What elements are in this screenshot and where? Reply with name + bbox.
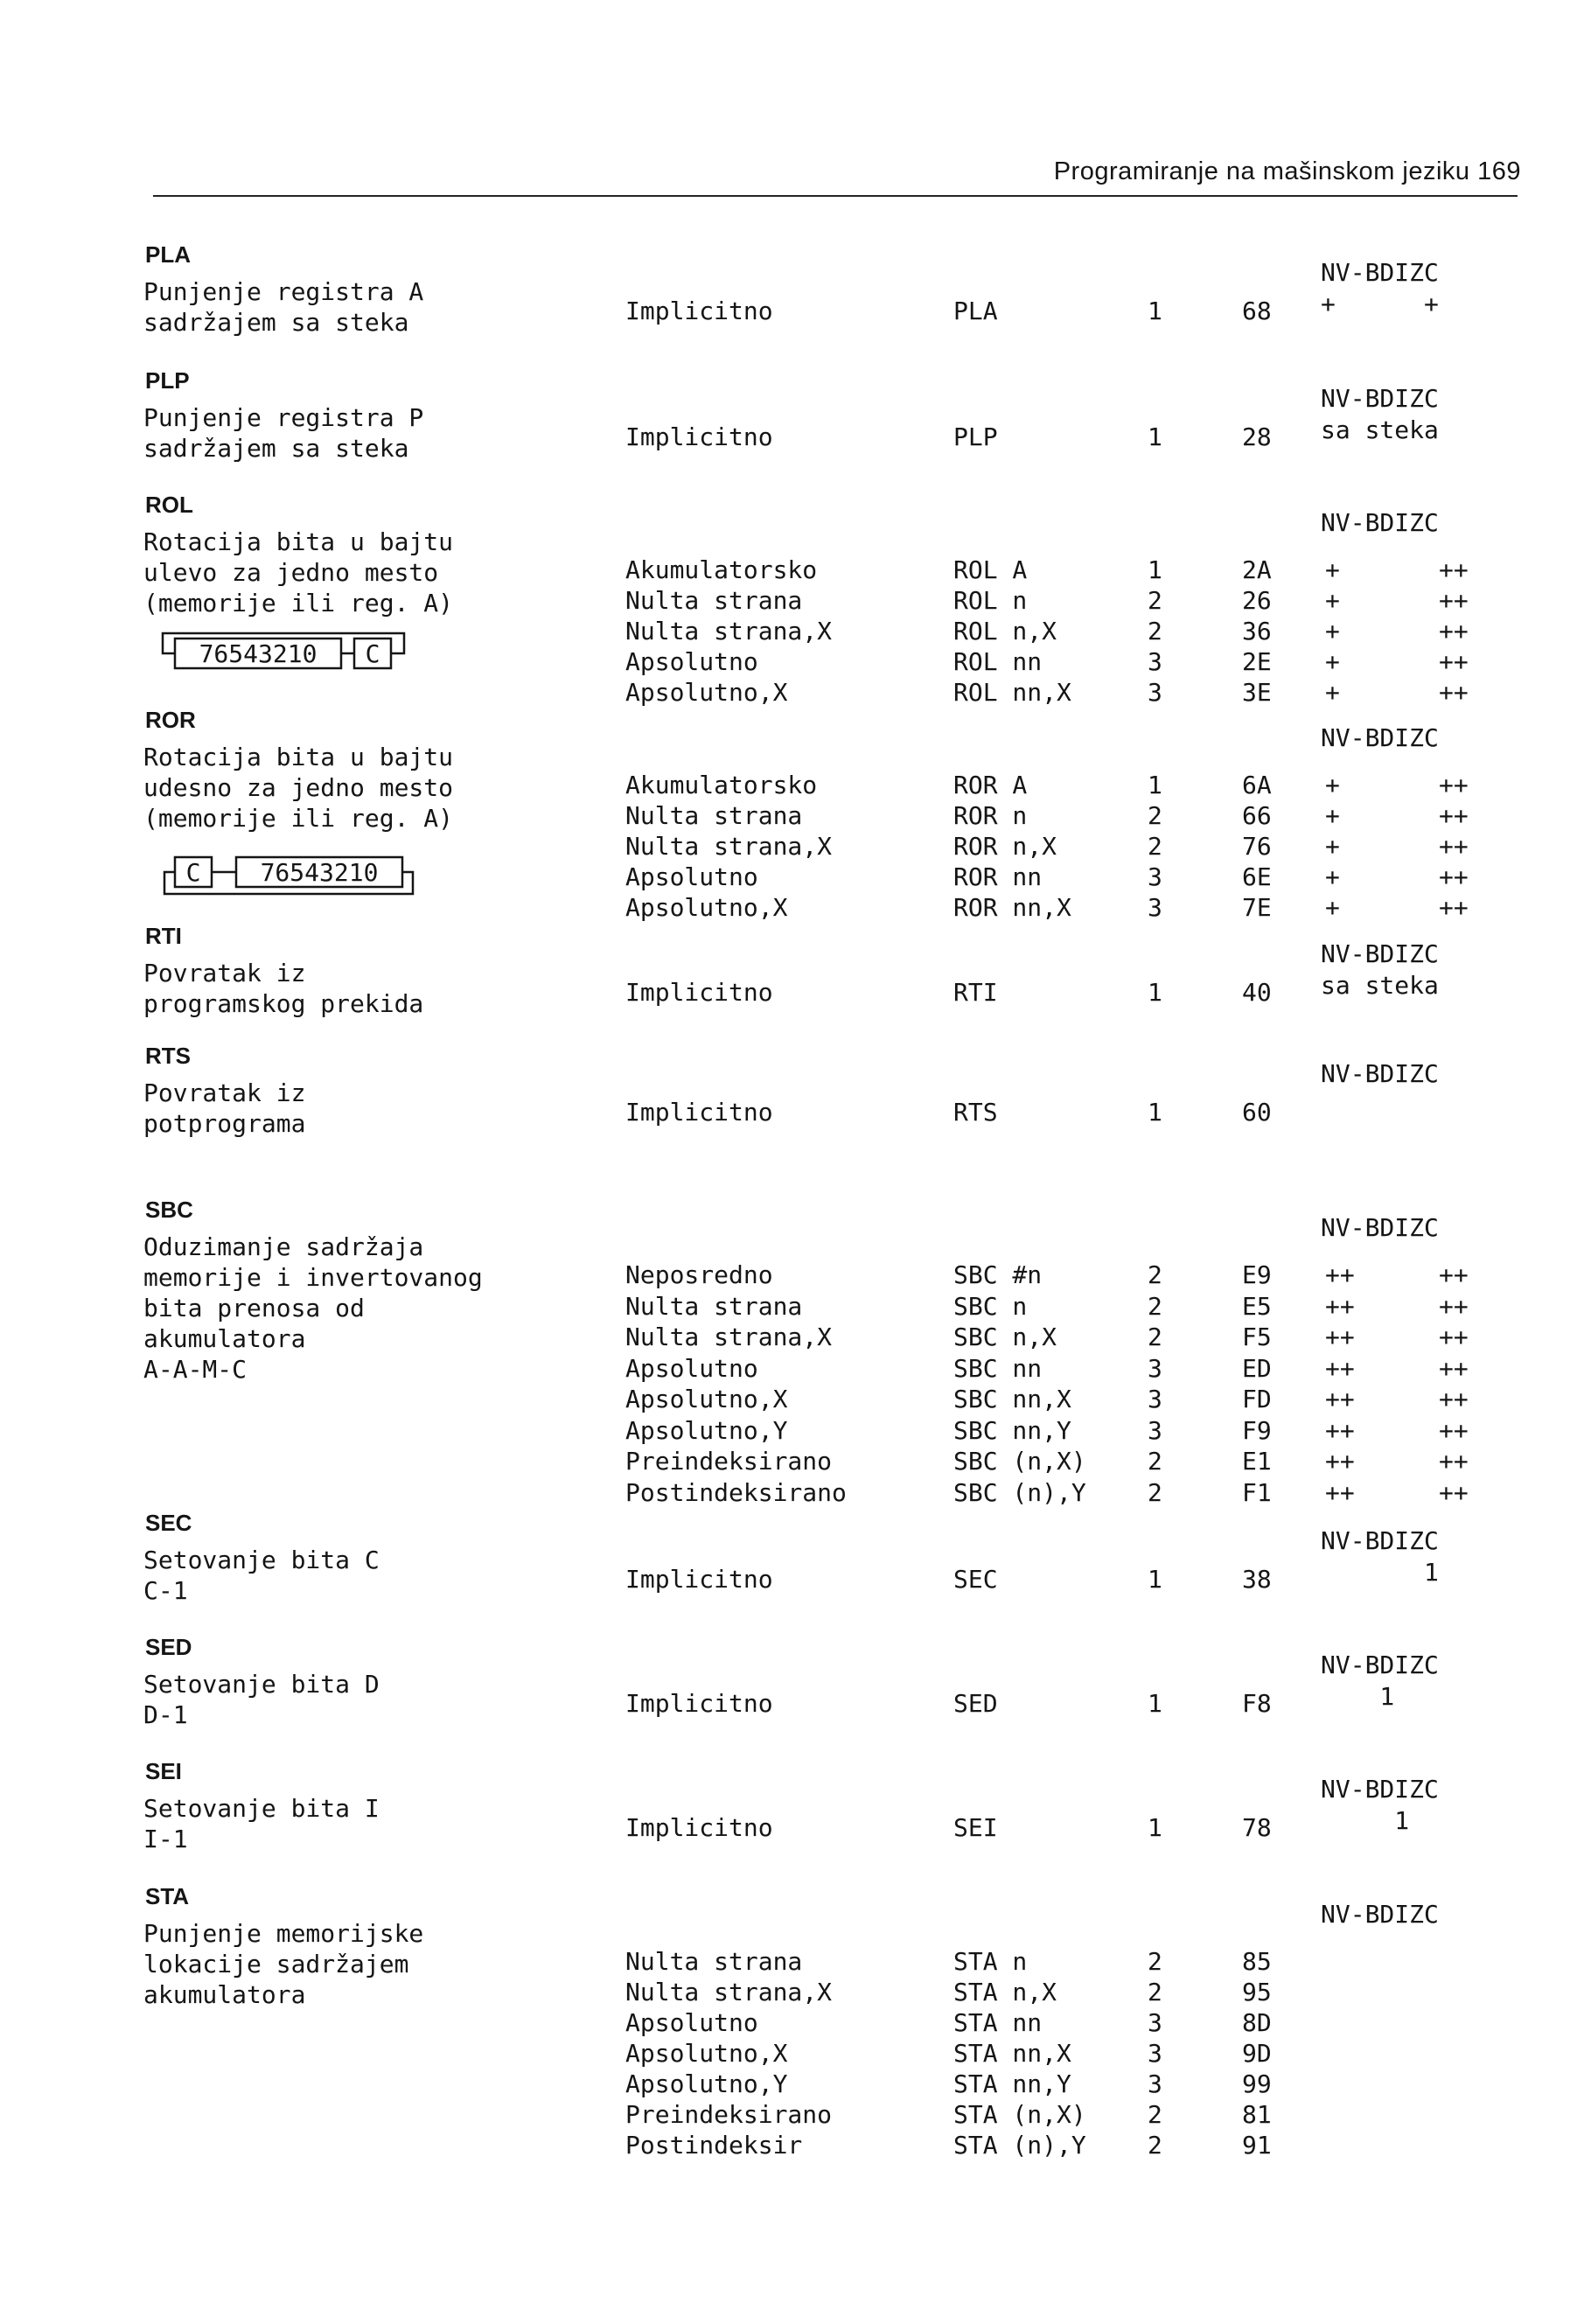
mnemonic-label: PLP	[145, 367, 190, 394]
mnemonic-label: STA	[145, 1883, 190, 1909]
instruction-syntax: ROR n	[953, 801, 1028, 830]
carry-label: C	[185, 858, 201, 887]
table-row	[0, 1415, 1591, 1446]
instruction-length: 2	[1148, 1323, 1162, 1351]
flag-zc: ++	[1439, 1477, 1469, 1507]
flag-zc: ++	[1439, 586, 1469, 615]
instruction-length: 2	[1148, 617, 1162, 646]
opcode: 28	[1242, 422, 1272, 451]
instruction-length: 1	[1148, 1565, 1162, 1594]
instruction-length: 2	[1148, 1477, 1162, 1507]
addressing-mode: Nulta strana,X	[625, 832, 833, 861]
description-line: ulevo za jedno mesto	[143, 558, 439, 587]
description-line: (memorije ili reg. A)	[143, 804, 454, 833]
opcode: ED	[1242, 1353, 1272, 1383]
mnemonic-label: RTI	[145, 923, 182, 949]
flag-zc: ++	[1439, 1385, 1469, 1413]
instruction-length: 1	[1148, 422, 1162, 451]
opcode: 36	[1242, 617, 1272, 646]
flags-header: NV-BDIZC	[1321, 1900, 1439, 1929]
flags-header: NV-BDIZC	[1321, 1059, 1439, 1088]
mnemonic-label: SEC	[145, 1510, 192, 1536]
instruction-length: 3	[1148, 678, 1162, 707]
description-line: bita prenosa od	[143, 1294, 365, 1323]
flags-header: NV-BDIZC	[1321, 1213, 1439, 1242]
addressing-mode: Preindeksirano	[625, 2100, 833, 2129]
opcode: 6A	[1242, 771, 1272, 799]
flags-note: 1	[1321, 1806, 1410, 1835]
instruction-syntax: PLA	[953, 297, 998, 325]
addressing-mode: Apsolutno	[625, 862, 758, 891]
table-row	[0, 2069, 1591, 2099]
flag-nv: +	[1325, 586, 1340, 615]
flag-nv: +	[1325, 801, 1340, 830]
addressing-mode: Apsolutno,X	[625, 1385, 788, 1413]
flag-zc: ++	[1439, 678, 1469, 707]
table-row	[0, 1322, 1591, 1352]
flag-nv: +	[1325, 862, 1340, 891]
opcode: 8D	[1242, 2008, 1272, 2037]
instruction-length: 2	[1148, 586, 1162, 615]
flags-note: 1	[1321, 1682, 1395, 1711]
addressing-mode: Postindeksirano	[625, 1477, 847, 1507]
instruction-syntax: STA (n),Y	[953, 2131, 1086, 2160]
instruction-syntax: SEI	[953, 1813, 998, 1842]
flags-note: + +	[1321, 290, 1439, 318]
flags-block	[1321, 1058, 1439, 1090]
opcode: 68	[1242, 297, 1272, 325]
description-line: Setovanje bita C	[143, 1546, 380, 1574]
instruction-length: 3	[1148, 2039, 1162, 2068]
description-line: akumulatora	[143, 1324, 306, 1353]
description-line: (memorije ili reg. A)	[143, 589, 454, 618]
flags-header: NV-BDIZC	[1321, 723, 1439, 752]
addressing-mode: Implicitno	[625, 1689, 773, 1718]
instruction-syntax: SEC	[953, 1565, 998, 1594]
opcode: 40	[1242, 978, 1272, 1007]
description-line: Rotacija bita u bajtu	[143, 527, 454, 556]
description-line: potprograma	[143, 1109, 306, 1138]
description-line: udesno za jedno mesto	[143, 773, 454, 802]
description-line: lokacije sadržajem	[143, 1950, 409, 1979]
opcode: 66	[1242, 801, 1272, 830]
table-row	[0, 1097, 1591, 1127]
flag-zc: ++	[1439, 647, 1469, 676]
instruction-syntax: STA n,X	[953, 1978, 1057, 2006]
addressing-mode: Nulta strana	[625, 1291, 803, 1321]
table-row	[0, 1977, 1591, 2007]
opcode: E5	[1242, 1291, 1272, 1321]
addressing-mode: Nulta strana	[625, 801, 803, 830]
instruction-length: 2	[1148, 1447, 1162, 1476]
flag-nv: +	[1325, 678, 1340, 707]
instruction-length: 1	[1148, 555, 1162, 584]
flags-block	[1321, 1212, 1439, 1244]
opcode: 3E	[1242, 678, 1272, 707]
instruction-length: 2	[1148, 2131, 1162, 2160]
table-row	[0, 2130, 1591, 2160]
flags-header: NV-BDIZC	[1321, 1775, 1439, 1804]
description-line: sadržajem sa steka	[143, 434, 409, 463]
instruction-syntax: SBC nn,X	[953, 1385, 1071, 1413]
description-line: A-A-M-C	[143, 1355, 248, 1384]
instruction-length: 1	[1148, 1813, 1162, 1842]
description-line: Rotacija bita u bajtu	[143, 743, 454, 771]
addressing-mode: Apsolutno,Y	[625, 1415, 788, 1445]
opcode: 2A	[1242, 555, 1272, 584]
instruction-syntax: SBC (n),Y	[953, 1477, 1086, 1507]
flag-nv: +	[1325, 555, 1340, 584]
instruction-syntax: SBC nn	[953, 1353, 1043, 1383]
rotation-diagram-svg	[157, 630, 429, 682]
opcode: 2E	[1242, 647, 1272, 676]
carry-label: C	[365, 639, 380, 668]
opcode: F5	[1242, 1323, 1272, 1351]
flag-nv: ++	[1325, 1260, 1355, 1289]
table-row	[0, 1291, 1591, 1322]
table-row	[0, 1260, 1591, 1290]
opcode: 6E	[1242, 862, 1272, 891]
table-row	[0, 555, 1591, 585]
instruction-syntax: ROR n,X	[953, 832, 1057, 861]
opcode: 81	[1242, 2100, 1272, 2129]
mnemonic-label: ROR	[145, 707, 196, 733]
instruction-length: 2	[1148, 1978, 1162, 2006]
table-row	[0, 1688, 1591, 1719]
flag-nv: ++	[1325, 1385, 1355, 1413]
addressing-mode: Nulta strana,X	[625, 1323, 833, 1351]
rotation-diagram	[157, 630, 429, 682]
instruction-syntax: ROL nn,X	[953, 678, 1071, 707]
flag-nv: ++	[1325, 1477, 1355, 1507]
instruction-syntax: SBC n,X	[953, 1323, 1057, 1351]
flags-header: NV-BDIZC	[1321, 1651, 1439, 1679]
addressing-mode: Implicitno	[625, 1813, 773, 1842]
instruction-length: 3	[1148, 862, 1162, 891]
description-line: Setovanje bita D	[143, 1670, 380, 1699]
table-row	[0, 1446, 1591, 1476]
flags-header: NV-BDIZC	[1321, 508, 1439, 537]
flag-nv: +	[1325, 832, 1340, 861]
opcode: 60	[1242, 1098, 1272, 1127]
description-line: D-1	[143, 1700, 188, 1729]
addressing-mode: Nulta strana,X	[625, 617, 833, 646]
table-row	[0, 1477, 1591, 1508]
flag-zc: ++	[1439, 1260, 1469, 1289]
instruction-syntax: ROR nn,X	[953, 893, 1071, 922]
flag-zc: ++	[1439, 771, 1469, 799]
register-bits: 76543210	[199, 639, 318, 668]
opcode: F1	[1242, 1477, 1272, 1507]
instruction-length: 2	[1148, 1947, 1162, 1976]
description-line: sadržajem sa steka	[143, 308, 409, 337]
addressing-mode: Apsolutno,Y	[625, 2069, 788, 2098]
description-line: akumulatora	[143, 1980, 306, 2009]
instruction-syntax: RTI	[953, 978, 998, 1007]
addressing-mode: Nulta strana	[625, 1947, 803, 1976]
flag-zc: ++	[1439, 1415, 1469, 1445]
opcode: E1	[1242, 1447, 1272, 1476]
flags-header: NV-BDIZC	[1321, 384, 1439, 413]
instruction-length: 2	[1148, 2100, 1162, 2129]
instruction-length: 3	[1148, 1415, 1162, 1445]
flags-block	[1321, 722, 1439, 754]
opcode: E9	[1242, 1260, 1272, 1289]
table-row	[0, 800, 1591, 831]
flags-note: 1	[1321, 1558, 1439, 1587]
flag-nv: ++	[1325, 1291, 1355, 1321]
addressing-mode: Apsolutno,X	[625, 2039, 788, 2068]
instruction-syntax: STA n	[953, 1947, 1028, 1976]
instruction-length: 1	[1148, 1689, 1162, 1718]
instruction-syntax: SBC (n,X)	[953, 1447, 1086, 1476]
addressing-mode: Apsolutno	[625, 647, 758, 676]
instruction-syntax: ROL nn	[953, 647, 1043, 676]
addressing-mode: Akumulatorsko	[625, 555, 818, 584]
mnemonic-label: PLA	[145, 241, 191, 268]
flag-zc: ++	[1439, 832, 1469, 861]
instruction-length: 2	[1148, 1291, 1162, 1321]
instruction-length: 3	[1148, 1353, 1162, 1383]
instruction-syntax: ROL n,X	[953, 617, 1057, 646]
table-row	[0, 770, 1591, 800]
instruction-syntax: PLP	[953, 422, 998, 451]
instruction-syntax: ROL A	[953, 555, 1028, 584]
addressing-mode: Implicitno	[625, 1565, 773, 1594]
instruction-length: 2	[1148, 832, 1162, 861]
flags-note: sa steka	[1321, 415, 1439, 444]
opcode: 99	[1242, 2069, 1272, 2098]
flags-header: NV-BDIZC	[1321, 1526, 1439, 1555]
addressing-mode: Neposredno	[625, 1260, 773, 1289]
instruction-length: 1	[1148, 1098, 1162, 1127]
flag-zc: ++	[1439, 1323, 1469, 1351]
description-line: Povratak iz	[143, 959, 306, 988]
opcode: F8	[1242, 1689, 1272, 1718]
flag-zc: ++	[1439, 893, 1469, 922]
instruction-syntax: ROR nn	[953, 862, 1043, 891]
mnemonic-label: ROL	[145, 492, 193, 518]
instruction-syntax: SBC n	[953, 1291, 1028, 1321]
opcode: 7E	[1242, 893, 1272, 922]
table-row	[0, 2099, 1591, 2130]
flag-nv: ++	[1325, 1323, 1355, 1351]
instruction-length: 3	[1148, 1385, 1162, 1413]
instruction-syntax: SED	[953, 1689, 998, 1718]
description-line: Setovanje bita I	[143, 1794, 380, 1823]
instruction-length: 1	[1148, 978, 1162, 1007]
flag-zc: ++	[1439, 801, 1469, 830]
instruction-length: 2	[1148, 1260, 1162, 1289]
instruction-syntax: ROR A	[953, 771, 1028, 799]
table-row	[0, 977, 1591, 1008]
opcode: 76	[1242, 832, 1272, 861]
flags-block	[1321, 507, 1439, 539]
addressing-mode: Implicitno	[625, 978, 773, 1007]
table-row	[0, 585, 1591, 616]
instruction-length: 1	[1148, 297, 1162, 325]
flags-note: sa steka	[1321, 971, 1439, 1000]
addressing-mode: Implicitno	[625, 1098, 773, 1127]
table-row	[0, 2007, 1591, 2038]
table-row	[0, 1564, 1591, 1595]
addressing-mode: Apsolutno,X	[625, 893, 788, 922]
mnemonic-label: SED	[145, 1634, 192, 1660]
flag-nv: ++	[1325, 1353, 1355, 1383]
opcode: FD	[1242, 1385, 1272, 1413]
flag-nv: +	[1325, 647, 1340, 676]
table-row	[0, 1946, 1591, 1977]
description-line: programskog prekida	[143, 989, 424, 1018]
description-line: Punjenje memorijske	[143, 1919, 424, 1948]
addressing-mode: Nulta strana	[625, 586, 803, 615]
instruction-syntax: STA nn	[953, 2008, 1043, 2037]
instruction-syntax: RTS	[953, 1098, 998, 1127]
flag-nv: +	[1325, 617, 1340, 646]
addressing-mode: Implicitno	[625, 422, 773, 451]
description-line: I-1	[143, 1825, 188, 1853]
flags-header: NV-BDIZC	[1321, 939, 1439, 968]
mnemonic-label: SEI	[145, 1758, 182, 1784]
rotation-diagram-svg	[157, 848, 429, 901]
description-line: Povratak iz	[143, 1078, 306, 1107]
instruction-syntax: STA (n,X)	[953, 2100, 1086, 2129]
table-row	[0, 296, 1591, 326]
addressing-mode: Apsolutno	[625, 1353, 758, 1383]
instruction-syntax: STA nn,X	[953, 2039, 1071, 2068]
flag-nv: +	[1325, 771, 1340, 799]
instruction-length: 1	[1148, 771, 1162, 799]
description-line: Punjenje registra A	[143, 277, 424, 306]
addressing-mode: Implicitno	[625, 297, 773, 325]
flag-nv: ++	[1325, 1415, 1355, 1445]
page-header: Programiranje na mašinskom jeziku 169	[1053, 157, 1521, 185]
table-row	[0, 2038, 1591, 2069]
opcode: 95	[1242, 1978, 1272, 2006]
flag-zc: ++	[1439, 862, 1469, 891]
instruction-syntax: SBC nn,Y	[953, 1415, 1071, 1445]
addressing-mode: Nulta strana,X	[625, 1978, 833, 2006]
opcode: 85	[1242, 1947, 1272, 1976]
addressing-mode: Preindeksirano	[625, 1447, 833, 1476]
opcode: 78	[1242, 1813, 1272, 1842]
addressing-mode: Apsolutno	[625, 2008, 758, 2037]
addressing-mode: Apsolutno,X	[625, 678, 788, 707]
instruction-length: 2	[1148, 801, 1162, 830]
table-row	[0, 422, 1591, 452]
opcode: 26	[1242, 586, 1272, 615]
description-line: C-1	[143, 1576, 188, 1605]
table-row	[0, 1812, 1591, 1843]
flag-nv: ++	[1325, 1447, 1355, 1476]
flags-block	[1321, 1899, 1439, 1930]
flags-header: NV-BDIZC	[1321, 258, 1439, 287]
flag-zc: ++	[1439, 1291, 1469, 1321]
description-line: memorije i invertovanog	[143, 1263, 483, 1292]
table-row	[0, 1384, 1591, 1414]
flag-zc: ++	[1439, 617, 1469, 646]
addressing-mode: Postindeksir	[625, 2131, 803, 2160]
instruction-syntax: ROL n	[953, 586, 1028, 615]
opcode: 9D	[1242, 2039, 1272, 2068]
instruction-syntax: STA nn,Y	[953, 2069, 1071, 2098]
description-line: Punjenje registra P	[143, 403, 424, 432]
flag-zc: ++	[1439, 555, 1469, 584]
table-row	[0, 1353, 1591, 1384]
opcode: 38	[1242, 1565, 1272, 1594]
addressing-mode: Akumulatorsko	[625, 771, 818, 799]
flag-zc: ++	[1439, 1353, 1469, 1383]
instruction-length: 3	[1148, 2069, 1162, 2098]
instruction-length: 3	[1148, 2008, 1162, 2037]
instruction-length: 3	[1148, 893, 1162, 922]
rotation-diagram	[157, 848, 429, 901]
opcode: 91	[1242, 2131, 1272, 2160]
register-bits: 76543210	[260, 858, 379, 887]
instruction-length: 3	[1148, 647, 1162, 676]
mnemonic-label: SBC	[145, 1197, 193, 1223]
flag-nv: +	[1325, 893, 1340, 922]
mnemonic-label: RTS	[145, 1043, 191, 1069]
flag-zc: ++	[1439, 1447, 1469, 1476]
opcode: F9	[1242, 1415, 1272, 1445]
instruction-syntax: SBC #n	[953, 1260, 1043, 1289]
description-line: Oduzimanje sadržaja	[143, 1232, 424, 1261]
